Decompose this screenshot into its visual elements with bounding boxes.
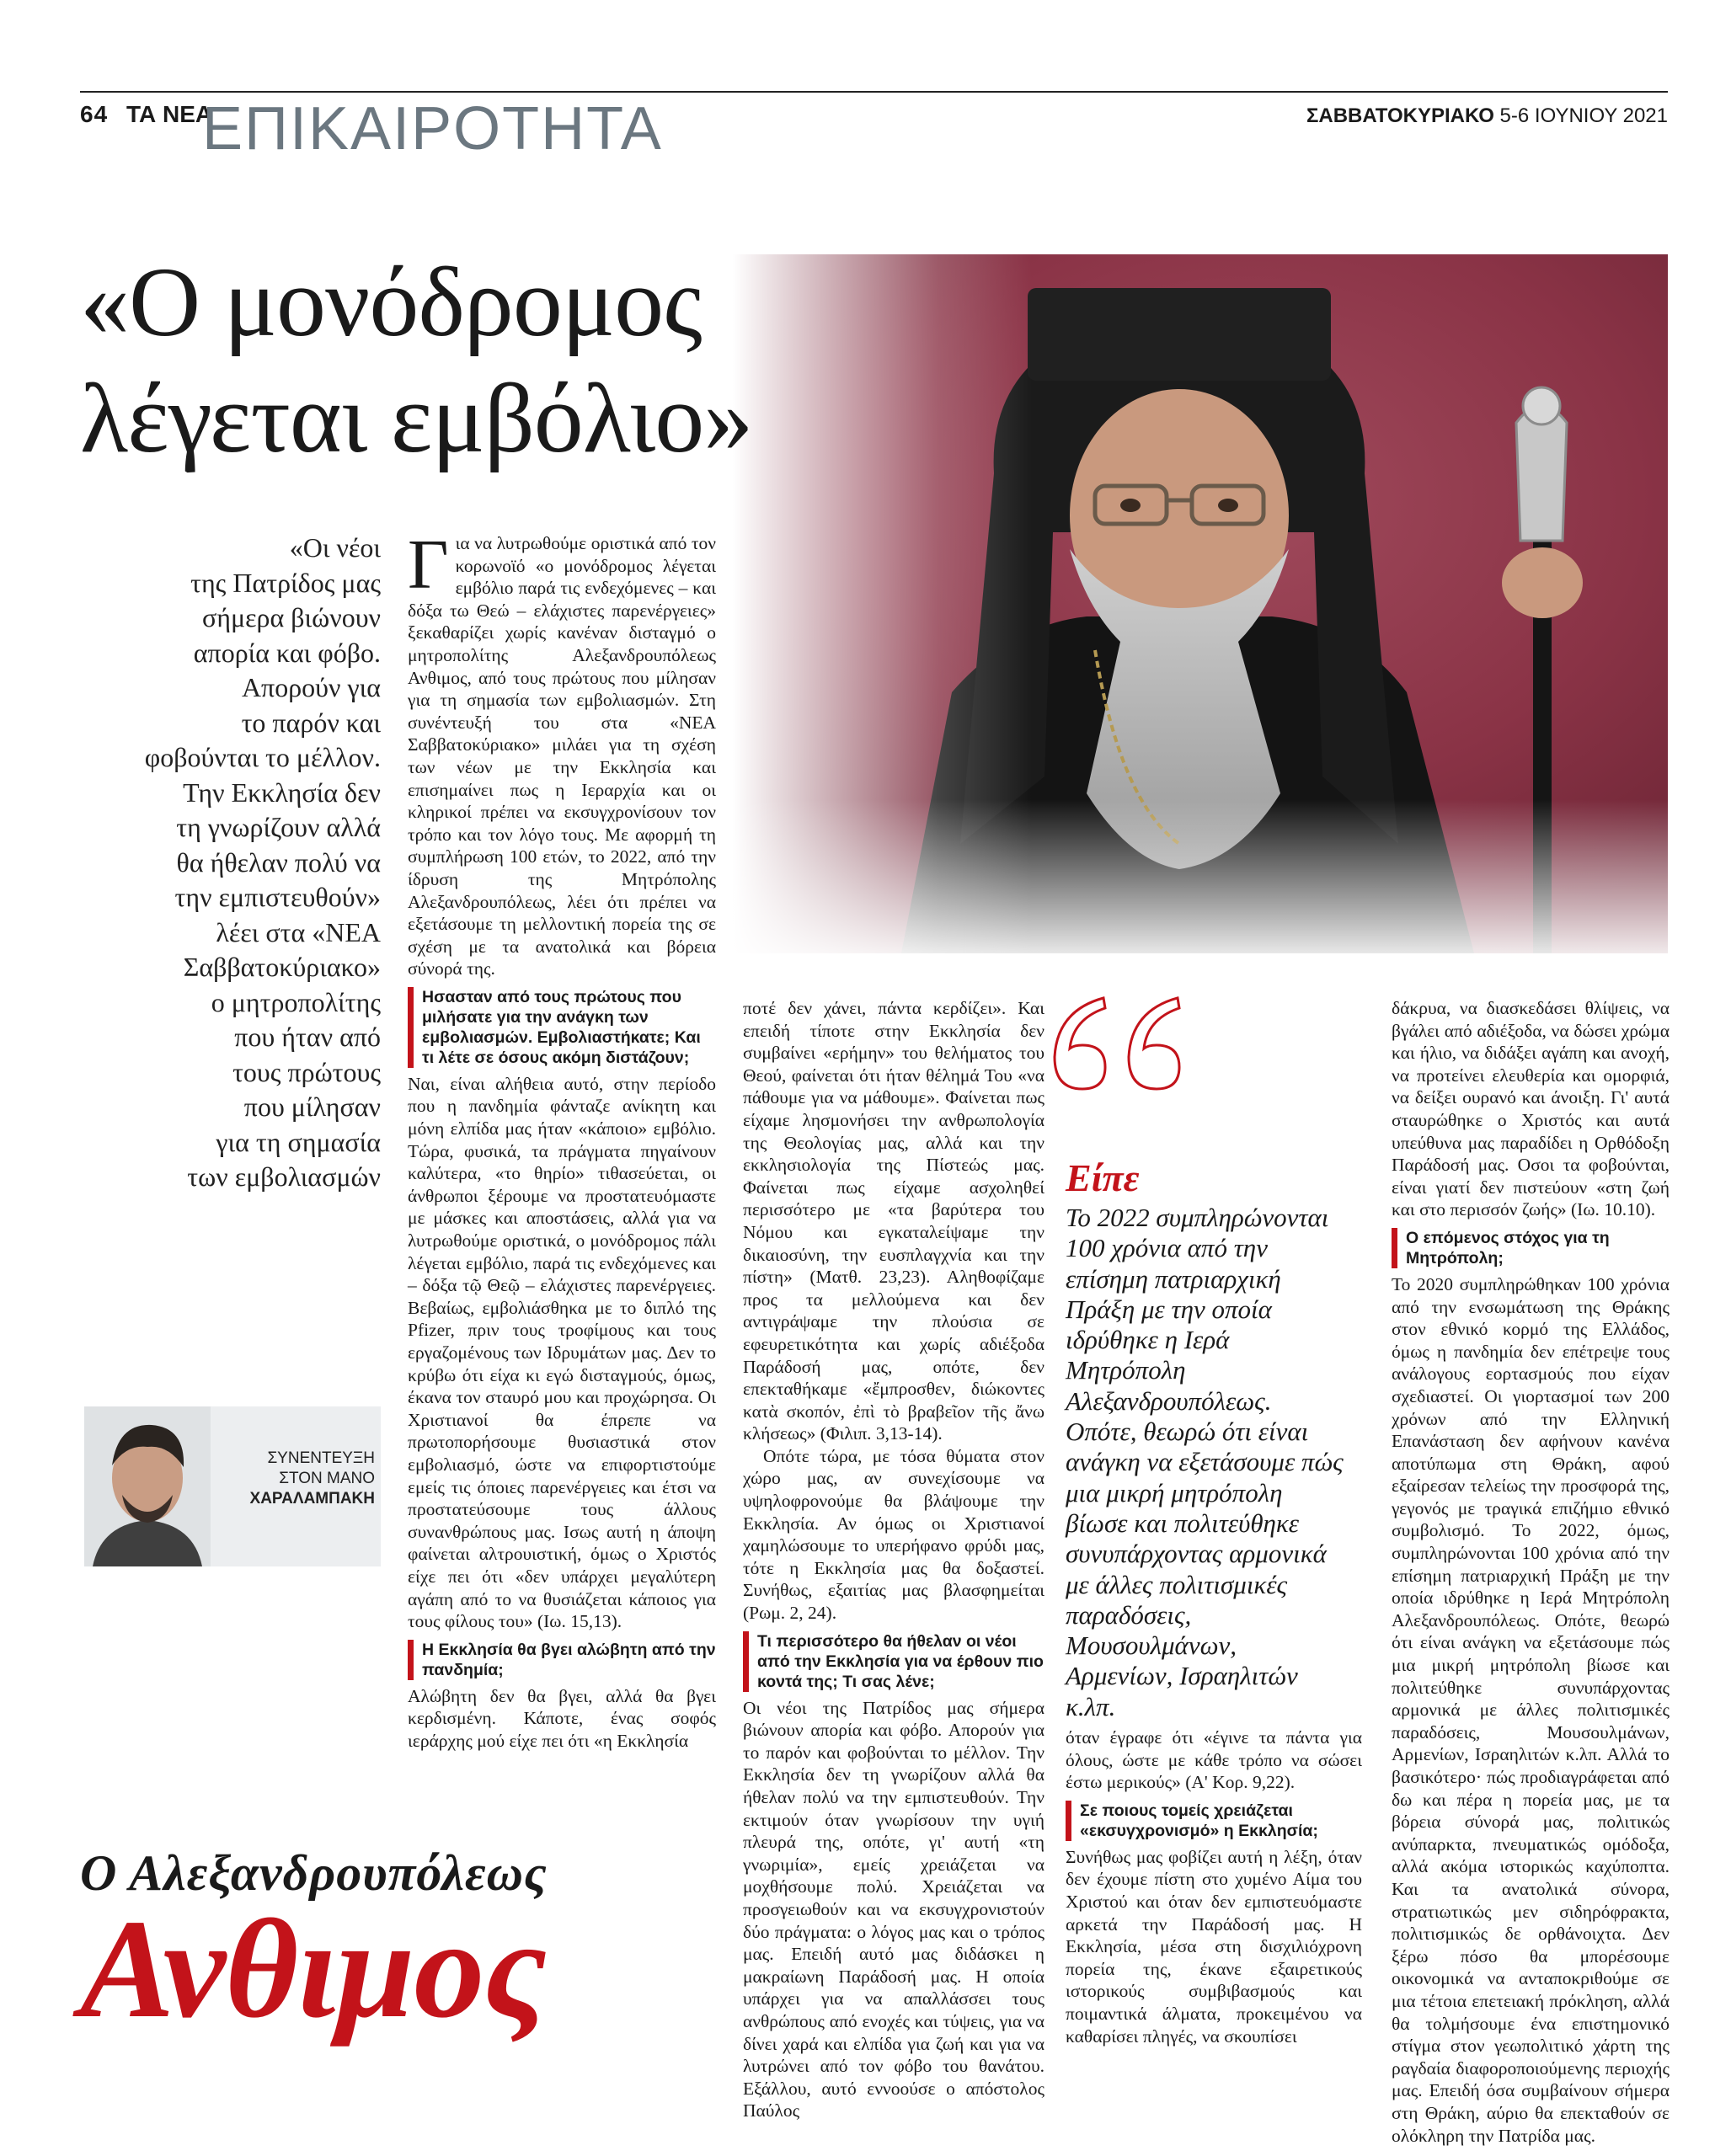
question-1: Ησασταν από τους πρώτους που μιλήσατε για την ανάγκη των εμβολιασμών. Εμβολιαστήκατε; Και τι λέτε σε όσους ακόμη διστάζουν;	[408, 987, 716, 1068]
byline-line-1: ΣΥΝΕΝΤΕΥΞΗ	[267, 1449, 375, 1467]
drop-cap: Γ	[408, 526, 449, 604]
byline-line-3	[211, 1489, 375, 1509]
pull-quote-line: ο μητροπολίτης	[211, 986, 381, 1017]
answer-3: Οι νέοι της Πατρίδος μας σήμερα βιώνουν απορία και φόβο. Απορούν για το παρόν και φοβούνται το μέλλον. Την Εκκλησία δεν τη γνωρίζουν αλλά θα ήθελαν πολύ να την εμπιστευθούν. Την εκτιμούν όταν γνωρίσουν την υγιή πλευρά της, οπότε, γι' αυτή «τη γνωριμία», εμείς χρειάζεται να μοχθήσουμε πολύ. Χρειάζεται να προσγειωθούν και να εκσυγχρονιστούν δύο πράγματα: ο λόγος μας και ο τρόπος μας. Επειδή αυτό μας διδάσκει η μακραίωνη Παράδοσή μας. Η οποία υπάρχει για να απαλλάσσει τους ανθρώπους από ενοχές και τύψεις, για να δίνει χαρά και ελπίδα για ζωή και για να λυτρώνει από τον φόβο του θανάτου. Εξάλλου, αυτό εννοούσε ο απόστολος Παύλος	[743, 1697, 1044, 2121]
headline	[80, 244, 838, 477]
quote-marks-icon	[1044, 990, 1188, 1103]
subject-title: Ο Αλεξανδρουπόλεως	[80, 1845, 548, 1901]
quote-label: Είπε	[1066, 1156, 1140, 1199]
pull-quote-line: φοβούνται το μέλλον.	[144, 742, 381, 772]
intro-text: ια να λυτρωθούμε οριστικά από τον κορωνοϊό «ο μονόδρομος λέγεται εμβόλιο παρά τις ενδεχόμενες – και δόξα τω Θεώ – ελάχιστες παρενέργειες» ξεκαθαρίζει χωρίς κανέναν δισταγμό ο μητροπολίτης Αλεξανδρουπόλεως Ανθιμος, από τους πρώτους που μίλησαν για τη σημασία των εμβολιασμών. Στη συνέντευξή του στα «ΝΕΑ Σαββατοκύριακο» μιλάει για τη σχέση των νέων με την Εκκλησία και επισημαίνει πως η Ιεραρχία και οι κληρικοί πρέπει να εκσυγχρονίσουν τον τρόπο και τον λόγο τους. Με αφορμή τη συμπλήρωση 100 ετών, το 2022, από την ίδρυση της Μητρόπολης Αλεξανδρουπόλεως, λέει ότι πρέπει να εξετάσουμε τη μελλοντική πορεία της σε σχέση με τα ανατολικά και βόρεια σύνορά της.	[408, 533, 716, 979]
article-column-3	[1066, 1726, 1362, 2047]
article-intro	[408, 526, 716, 980]
pull-quote-line: «Οι νέοι	[289, 532, 381, 563]
article-column-1	[408, 526, 716, 1753]
portrait-photo	[733, 254, 1668, 953]
col4-paragraph-1: δάκρυα, να διασκεδάσει θλίψεις, να βγάλει από αδιέξοδα, να δώσει χρώμα και ήλιο, να διδάξει αγάπη και ανοχή, να προτείνει ελευθερία και ομορφιά, να δείξει ουρανό και άνοιξη. Γι' αυτά σταυρώθηκε ο Χριστός και αυτά υπεύθυνα μας παραδίδει η Ορθόδοξη Παράδοσή μας. Οσοι τα φοβούνται, είναι γιατί δεν πιστεύουν «στη ζωή και στο περισσόν ζωής» (Ιω. 10.10).	[1392, 998, 1670, 1220]
byline	[211, 1449, 375, 1509]
answer-2: Αλώβητη δεν θα βγει, αλλά θα βγει κερδισμένη. Κάποτε, ένας σοφός ιεράρχης μού είχε πει ότι «η Εκκλησία	[408, 1685, 716, 1751]
edition-name: ΣΑΒΒΑΤΟΚΥΡΙΑΚΟ	[1306, 104, 1494, 127]
pull-quote-line: θα ήθελαν πολύ να	[176, 846, 381, 878]
pull-quote-line: τους πρώτους	[232, 1056, 381, 1087]
pull-quote-line: για τη σημασία	[216, 1126, 381, 1157]
issue-date: 5-6 ΙΟΥΝΙΟΥ 2021	[1499, 104, 1668, 127]
col3-paragraph-1: όταν έγραφε ότι «έγινε τα πάντα για όλους, ώστε με κάθε τρόπο να σώσει έστω μερικούς» (Α' Κορ. 9,22).	[1066, 1727, 1362, 1793]
pull-quote-line: Την Εκκλησία δεν	[183, 776, 381, 808]
dateline	[1306, 104, 1668, 128]
header-rule	[80, 91, 1668, 93]
byline-line-2: ΣΤΟΝ ΜΑΝΟ	[279, 1470, 375, 1487]
headline-line-1: «Ο μονόδρομος	[80, 247, 702, 357]
pull-quote-line: της Πατρίδος μας	[190, 567, 381, 598]
pull-quote	[110, 531, 381, 1195]
pull-quote-line: που ήταν από	[234, 1022, 381, 1052]
pull-quote-line: τη γνωρίζουν αλλά	[176, 812, 381, 842]
answer-1: Ναι, είναι αλήθεια αυτό, στην περίοδο που η πανδημία φάνταζε ανίκητη και μόνη ελπίδα μας ήταν «κάποιο» εμβόλιο. Τώρα, φυσικά, τα πράγματα πηγαίνουν καλύτερα, «το θηρίο» τιθασεύεται, οι άνθρωποι ξέρουμε να προστατευόμαστε με μάσκες και αποστάσεις, αλλά για να λυτρωθούμε οριστικά, ο μονόδρομος πάλι λέγεται εμβόλιο, παρά τις ενδεχόμενες και – δόξα τῷ Θεῷ – ελάχιστες παρενέργειες. Βεβαίως, εμβολιάσθηκα με το διπλό της Pfizer, πριν τους τροφίμους και τους εργαζομένους των Ιδρυμάτων μας. Δεν το κρύβω ότι είχα κι εγώ δισταγμούς, όμως, έκανα τον σταυρό μου και προχώρησα. Οι Χριστιανοί θα έπρεπε να πρωτοπορήσουμε θυσιαστικά στον εμβολιασμό, ώστε να επιφορτιστούμε εμείς τις όποιες παρενέργειες και έτσι να προστατεύσουμε τους άλλους συνανθρώπους μας. Ισως αυτή η άποψη φαίνεται αλτρουιστική, όμως ο Χριστός είχε πει ότι «δεν υπάρχει μεγαλύτερη αγάπη από το να θυσιάζεται κάποιος για τους φίλους του» (Ιω. 15,13).	[408, 1073, 716, 1632]
pull-quote-line: λέει στα «ΝΕΑ	[216, 916, 381, 947]
reporter-photo	[84, 1406, 211, 1566]
col2-paragraph-1: ποτέ δεν χάνει, πάντα κερδίζει». Και επειδή τίποτε στην Εκκλησία δεν συμβαίνει «ερήμην» του θελήματος του Θεού, φαίνεται ότι ήταν θέλημά Του «να πάθουμε για να μάθουμε». Φαίνεται πως είχαμε λησμονήσει την ανθρωπολογία της Θεολογίας μας, αλλά και την εκκλησιολογία της Πίστεώς μας. Φαίνεται πως είχαμε ασχοληθεί περισσότερο με «τα βαρύτερα του Νόμου και εγκαταλείψαμε την δικαιοσύνη, την ευσπλαγχνία και την πίστη» (Ματθ. 23,23). Αληθοφίζαμε προς τα μελλούμενα και δεν αντιγράψαμε την πλούσια σε εφευρετικότητα και χωρίς αδιέξοδα Παράδοσή μας, οπότε, δεν επεκταθήκαμε «ἔμπροσθεν, διώκοντες κατὰ σκοπόν, ἐπὶ τὸ βραβεῖον τῆς ἄνω κλήσεως» (Φιλιπ. 3,13-14).	[743, 998, 1044, 1444]
pull-quote-line: Απορούν για	[241, 672, 381, 702]
pull-quote-line: σήμερα βιώνουν	[201, 602, 381, 632]
paper-name: ΤΑ ΝΕΑ	[126, 101, 213, 127]
question-5: Ο επόμενος στόχος για τη Μητρόπολη;	[1392, 1228, 1670, 1268]
section-title: ΕΠΙΚΑΙΡΟΤΗΤΑ	[202, 95, 663, 163]
article-column-4	[1392, 997, 1670, 2147]
question-2: Η Εκκλησία θα βγει αλώβητη από την πανδημία;	[408, 1640, 716, 1680]
pull-quote-line: την εμπιστευθούν»	[174, 882, 381, 912]
pull-quote-line: των εμβολιασμών	[187, 1161, 381, 1192]
question-3: Τι περισσότερο θα ήθελαν οι νέοι από την Εκκλησία για να έρθουν πιο κοντά της; Τι σας λένε;	[743, 1631, 1044, 1692]
question-4: Σε ποιους τομείς χρειάζεται «εκσυγχρονισμό» η Εκκλησία;	[1066, 1801, 1362, 1841]
reporter-name: ΧΑΡΑΛΑΜΠΑΚΗ	[249, 1490, 375, 1508]
pull-quote-line: απορία και φόβο.	[193, 637, 381, 668]
col2-paragraph-2: Οπότε τώρα, με τόσα θύματα στον χώρο μας, αν συνεχίσουμε να υψηλοφρονούμε θα βλάψουμε την Εκκλησία. Αν όμως οι Χριστιανοί χαμηλώσουμε το υπερήφανο φρύδι μας, τότε η Εκκλησία μας θα δοξαστεί. Συνήθως, εξαιτίας μας βλασφημείται (Ρωμ. 2, 24).	[743, 1445, 1044, 1624]
quote-text: Το 2022 συμπληρώνονται 100 χρόνια από την επίσημη πατριαρχική Πράξη με την οποία ιδρύθηκε η Ιερά Μητρόπολη Αλεξανδρουπόλεως. Οπότε, θεωρώ ότι είναι ανάγκη να εξετάσουμε πώς μια μικρή μητρόπολη βίωσε και πολιτεύθηκε συνυπάρχοντας αρμονικά με άλλες πολιτισμικές παραδόσεις, Μουσουλμάνων, Αρμενίων, Ισραηλιτών κ.λπ.	[1066, 1203, 1344, 1721]
pull-quote-line: Σαββατοκύριακο»	[183, 952, 381, 982]
pull-quote-line: που μίλησαν	[243, 1091, 381, 1122]
article-column-2	[743, 997, 1044, 2122]
pull-quote-line: το παρόν και	[241, 707, 381, 738]
answer-4: Συνήθως μας φοβίζει αυτή η λέξη, όταν δεν έχουμε πίστη στο χυμένο Αίμα του Χριστού και όταν δεν εμπιστευόμαστε αρκετά την Παράδοσή μας. Η Εκκλησία, μέσα στη δισχιλιόχρονη πορεία της, έκανε εξαιρετικούς ιστορικούς συμβιβασμούς και ποιμαντικά άλματα, προκειμένου να καθαρίσει πληγές, να σκουπίσει	[1066, 1846, 1362, 2047]
subject-name: Ανθιμος	[80, 1891, 547, 2047]
answer-5: Το 2020 συμπληρώθηκαν 100 χρόνια από την ενσωμάτωση της Θράκης στον εθνικό κορμό της Ελλάδος, όμως η πανδημία δεν επέτρεψε τους ανάλογους εορτασμούς που είχαν σχεδιαστεί. Οι γιορτασμοί των 200 χρόνων από την Ελληνική Επανάσταση δεν αφήνουν κανένα αποτύπωμα στη Θράκη, αφού εξαίρεσαν τελείως την προσφορά της, γεγονός με τραγικά επιζήμιο εθνικό συμβολισμό. Το 2022, όμως, συμπληρώνονται 100 χρόνια από την επίσημη πατριαρχική Πράξη με την οποία ιδρύθηκε η Ιερά Μητρόπολη Αλεξανδρουπόλεως. Οπότε, θεωρώ ότι είναι ανάγκη να εξετάσουμε πώς μια μικρή μητρόπολη βίωσε και πολιτεύθηκε συνυπάρχοντας αρμονικά με άλλες πολιτισμικές παραδόσεις, Μουσουλμάνων, Αρμενίων, Ισραηλιτών κ.λπ. Αλλά το βασικότερο· πώς προδιαγράφεται από δω και πέρα η πορεία μας, με τα βόρεια σύνορά μας, πολιτικώς ανύπαρκτα, πνευματικώς ομόδοξα, αλλά ακόμα ιστορικώς καχύποπτα. Και τα ανατολικά σύνορα, στρατιωτικώς μεν σιδηρόφρακτα, πολιτισμικώς δε ορθάνοιχτα. Δεν ξέρω πόσο θα μπορέσουμε οικονομικά να ανταποκριθούμε σε μια τέτοια επετειακή πρόκληση, αλλά θα τολμήσουμε ένα επιστημονικό στίγμα στον γεωπολιτικό χάρτη της ραγδαία διαφοροποιούμενης περιοχής μας. Επειδή όσα συμβαίνουν σήμερα στη Θράκη, αύριο θα επεκταθούν σε ολόκληρη την Πατρίδα μας.	[1392, 1273, 1670, 2146]
headline-line-2: λέγεται εμβόλιο»	[80, 363, 753, 473]
page-number: 64	[80, 101, 109, 127]
